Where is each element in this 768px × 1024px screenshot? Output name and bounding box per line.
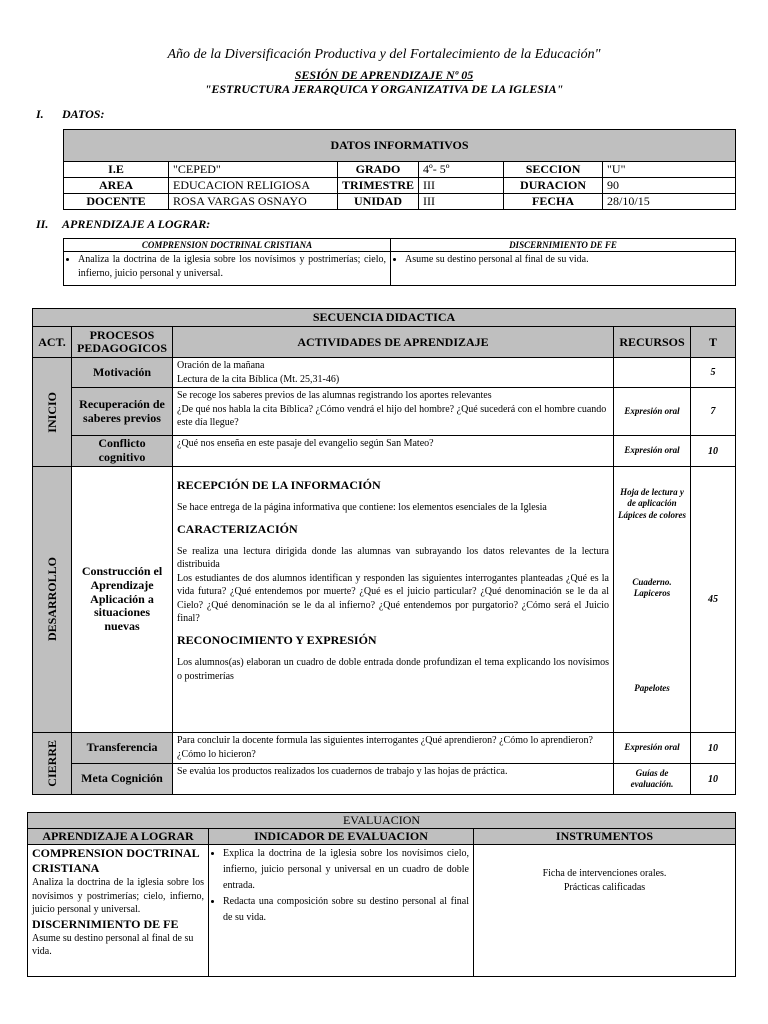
datos-label: GRADO [338,162,419,178]
session-title: "ESTRUCTURA JERARQUICA Y ORGANIZATIVA DE LA IGLESIA" [204,82,564,96]
meta-label: Meta Cognición [72,764,173,795]
actividades-header: ACTIVIDADES DE APRENDIZAJE [173,327,614,358]
secuencia-table [32,308,736,795]
eval-discernimiento-heading: DISCERNIMIENTO DE FE [32,916,179,931]
transferencia-label: Transferencia [72,733,173,764]
section-label: APRENDIZAJE A LOGRAR: [62,217,211,231]
eval-indicadores-cell [209,845,474,977]
datos-label: DOCENTE [64,194,169,210]
section-label: DATOS: [62,107,105,121]
caracterizacion-text: Se realiza una lectura dirigida donde las alumnas van subrayando los datos relevantes de la lectura distribuida [177,545,609,571]
datos-table [63,129,736,210]
recuperacion-line: ¿De qué nos habla la cita Bíblica? ¿Cómo vendrá el hijo del hombre? ¿Qué sucederá con el hombre cuando este día llegue? [177,403,607,428]
evaluacion-table [27,812,736,977]
motivacion-line: Lectura de la cita Bíblica (Mt. 25,31-46) [177,373,340,385]
motivacion-time: 5 [691,358,736,388]
inicio-label: INICIO [44,391,59,433]
datos-value: "U" [603,162,736,178]
tiempo-header: T [691,327,736,358]
comprension-item: • Analiza la doctrina de la iglesia sobre los novísimos y postrimerías; cielo, infierno, juicio personal y universal. [78,253,386,280]
conflicto-recursos: Expresión oral [614,436,691,467]
meta-recursos: Guías de evaluación. [614,764,691,795]
procesos-header: PROCESOS PEDAGOGICOS [72,327,173,358]
datos-label: DURACION [504,178,603,194]
discernimiento-cell [391,252,736,286]
datos-value: III [419,194,504,210]
comprension-header: COMPRENSION DOCTRINAL CRISTIANA [64,239,391,252]
conflicto-label: Conflicto cognitivo [72,436,173,467]
datos-label: SECCION [504,162,603,178]
section-number: I. [36,107,44,121]
year-line: Año de la Diversificación Productiva y del Fortalecimiento de la Educación" [167,47,601,62]
transferencia-time: 10 [691,733,736,764]
motivacion-activities [173,358,614,388]
recurso-item: Cuaderno. Lapiceros [632,576,672,598]
discernimiento-header: DISCERNIMIENTO DE FE [391,239,736,252]
caracterizacion-heading: CARACTERIZACIÓN [177,521,298,536]
construccion-label: Construcción el Aprendizaje Aplicación a situaciones nuevas [72,467,173,733]
eval-header: INSTRUMENTOS [474,829,736,845]
desarrollo-activities [173,467,614,733]
secuencia-title: SECUENCIA DIDACTICA [33,309,736,327]
desarrollo-time: 45 [691,467,736,733]
recepcion-heading: RECEPCIÓN DE LA INFORMACIÓN [177,478,381,492]
eval-header: INDICADOR DE EVALUACION [209,829,474,845]
motivacion-label: Motivación [72,358,173,388]
desarrollo-label: DESARROLLO [44,557,59,642]
desarrollo-cell [33,467,72,733]
meta-text: Se evalúa los productos realizados los cuadernos de trabajo y las hojas de práctica. [173,764,614,795]
datos-value: "CEPED" [169,162,338,178]
datos-label: UNIDAD [338,194,419,210]
conflicto-text: ¿Qué nos enseña en este pasaje del evangelio según San Mateo? [173,436,614,467]
aprendizaje-table [63,238,736,286]
datos-value: ROSA VARGAS OSNAYO [169,194,338,210]
reconocimiento-text: Los alumnos(as) elaboran un cuadro de doble entrada donde profundizan el tema explicando los novísimos o postrimerías [177,657,609,682]
conflicto-time: 10 [691,436,736,467]
motivacion-line: Oración de la mañana [177,360,265,371]
caracterizacion-text: Los estudiantes de dos alumnos identifican y responden las siguientes interrogantes planteadas ¿Qué es la vida futura? ¿Qué entendemos por muerte? ¿Qué es el juicio particular? ¿Qué denominación se le da al Cielo? ¿Qué denominación se le da al infierno? ¿Qué entendemos por purgatorio? ¿Cómo será el Juicio final? [177,572,609,625]
eval-comprension-heading: COMPRENSION DOCTRINAL CRISTIANA [32,846,200,875]
section-aprendizaje-heading [36,217,210,232]
recuperacion-line: Se recoge los saberes previos de las alumnas registrando los aportes relevantes [177,390,492,401]
indicador-item: • Explica la doctrina de la iglesia sobre los novísimos cielo, infierno, juicio personal y universal en un cuadro de doble entrada. [223,846,469,894]
transferencia-recursos: Expresión oral [614,733,691,764]
recuperacion-label: Recuperación de saberes previos [72,388,173,436]
reconocimiento-heading: RECONOCIMIENTO Y EXPRESIÓN [177,632,377,647]
instrumento-item: Ficha de intervenciones orales. [542,868,667,879]
evaluacion-title: EVALUACION [28,813,736,829]
recurso-item: Papelotes [634,683,670,694]
datos-title: DATOS INFORMATIVOS [64,130,736,162]
comprension-cell [64,252,391,286]
indicador-item: • Redacta una composición sobre su destino personal al final de su vida. [223,894,469,926]
session-number: SESIÓN DE APRENDIZAJE Nº 05 [294,68,474,82]
recuperacion-time: 7 [691,388,736,436]
datos-label: TRIMESTRE [338,178,419,194]
eval-discernimiento-text: Asume su destino personal al final de su vida. [32,932,194,957]
datos-value: EDUCACION RELIGIOSA [169,178,338,194]
motivacion-recursos [614,358,691,388]
instrumento-item: Prácticas calificadas [563,881,646,893]
recuperacion-activities [173,388,614,436]
desarrollo-recursos [614,467,691,733]
transferencia-text: Para concluir la docente formula las siguientes interrogantes ¿Qué aprendieron? ¿Cómo lo aprendieron? ¿Cómo lo hicieron? [173,733,614,764]
datos-label: FECHA [504,194,603,210]
cierre-label: CIERRE [44,740,59,787]
section-number: II. [36,217,49,231]
recursos-header: RECURSOS [614,327,691,358]
datos-label: I.E [64,162,169,178]
act-header: ACT. [33,327,72,358]
eval-comprension-text: Analiza la doctrina de la iglesia sobre los novísimos y postrimerías; cielo, infierno, juicio personal y universal. [32,877,204,915]
datos-value: III [419,178,504,194]
recepcion-text: Se hace entrega de la página informativa que contiene: los elementos esenciales de la Iglesia [177,502,547,514]
datos-value: 90 [603,178,736,194]
recurso-item: Hoja de lectura y de aplicación Lápices de colores [618,487,686,520]
eval-instrumentos-cell [474,845,736,977]
discernimiento-item: • Asume su destino personal al final de su vida. [405,253,731,267]
meta-time: 10 [691,764,736,795]
inicio-cell [33,358,72,467]
datos-value: 28/10/15 [603,194,736,210]
recuperacion-recursos: Expresión oral [614,388,691,436]
eval-header: APRENDIZAJE A LOGRAR [28,829,209,845]
section-datos-heading [36,107,104,122]
cierre-cell [33,733,72,795]
eval-aprendizaje-cell [28,845,209,977]
datos-label: AREA [64,178,169,194]
datos-value: 4º- 5º [419,162,504,178]
